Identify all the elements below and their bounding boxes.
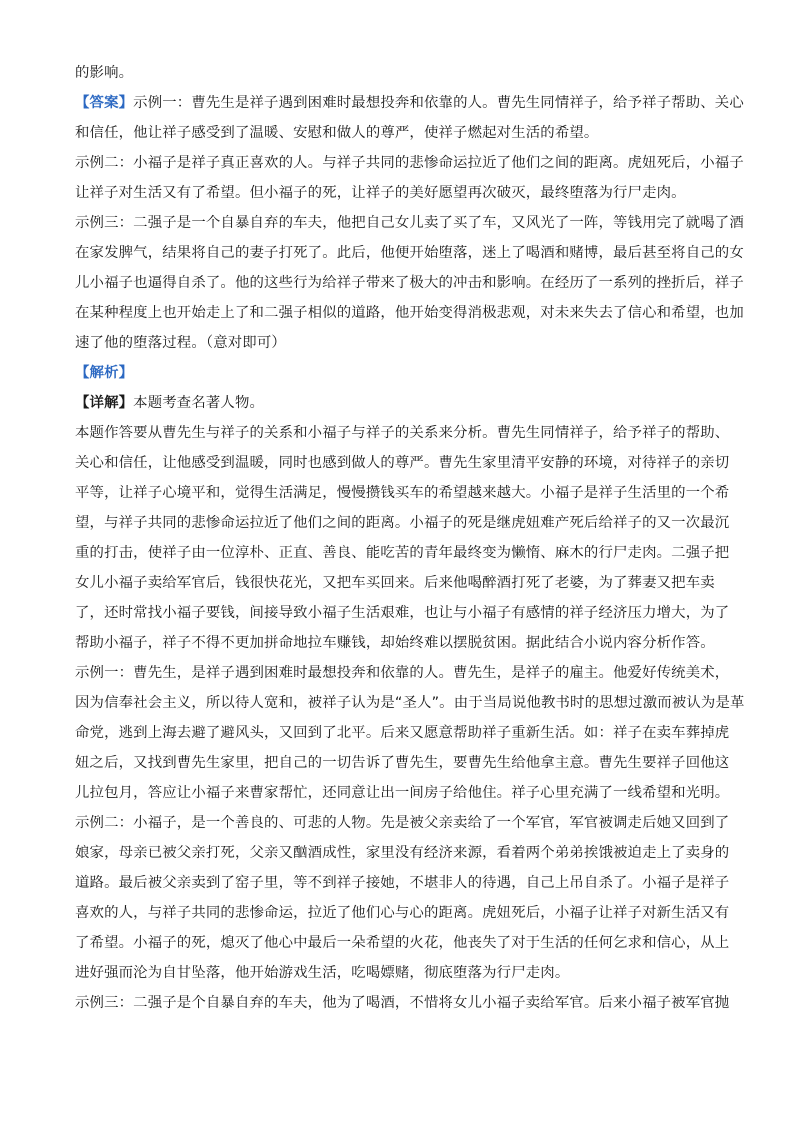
answer-example1-text: 示例一：曹先生是祥子遇到困难时最想投奔和依靠的人。曹先生同情祥子，给予祥子帮助、关心	[133, 95, 744, 111]
answer-example3-line-5: 速了他的堕落过程。（意对即可）	[75, 335, 286, 351]
analysis-paragraph-line-8: 帮助小福子，祥子不得不更加拼命地拉车赚钱，却始终难以摆脱贫困。据此结合小说内容分析作答。	[75, 635, 715, 651]
answer-example3-line-1: 示例三：二强子是一个自暴自弃的车夫，他把自己女儿卖了买了车，又风光了一阵，等钱用完了就喝了酒	[75, 215, 744, 231]
analysis-paragraph-line-3: 平等，让祥子心境平和，觉得生活满足，慢慢攒钱买车的希望越来越大。小福子是祥子生活里的一个希	[75, 485, 730, 501]
analysis-example2-line-6: 进好强而沦为自甘坠落，他开始游戏生活，吃喝嫖赌，彻底堕落为行尸走肉。	[75, 965, 570, 981]
analysis-paragraph-line-7: 了，还时常找小福子要钱，间接导致小福子生活艰难，也让与小福子有感情的祥子经济压力增大，为了	[75, 605, 730, 621]
analysis-example2-line-3: 道路。最后被父亲卖到了窑子里，等不到祥子接她，不堪非人的待遇，自己上吊自杀了。小福子是祥子	[75, 875, 730, 891]
detail-text: 本题考查名著人物。	[133, 395, 265, 411]
analysis-example1-line-4: 妞之后，又找到曹先生家里，把自己的一切告诉了曹先生，要曹先生给他拿主意。曹先生要祥子回他这	[75, 755, 730, 771]
detail-tag: 【详解】	[75, 395, 134, 411]
analysis-heading	[75, 358, 720, 388]
detail-line	[75, 388, 720, 418]
analysis-example1-line-5: 儿拉包月，答应让小福子来曹家帮忙，还同意让出一间房子给他住。祥子心里充满了一线希望和光明。	[75, 785, 730, 801]
analysis-paragraph-line-1: 本题作答要从曹先生与祥子的关系和小福子与祥子的关系来分析。曹先生同情祥子，给予祥子的帮助、	[75, 425, 730, 441]
analysis-example1-line-2: 因为信奉社会主义，所以待人宽和，被祥子认为是“圣人”。由于当局说他教书时的思想过激而被认为是革	[75, 695, 745, 711]
analysis-paragraph-line-6: 女儿小福子卖给军官后，钱很快花光，又把车买回来。后来他喝醉酒打死了老婆，为了葬妻又把车卖	[75, 575, 715, 591]
analysis-example3-line-1: 示例三：二强子是个自暴自弃的车夫，他为了喝酒，不惜将女儿小福子卖给军官。后来小福子被军官抛	[75, 995, 730, 1011]
analysis-tag: 【解析】	[75, 365, 134, 381]
analysis-paragraph-line-2: 关心和信任，让他感受到温暖，同时也感到做人的尊严。曹先生家里清平安静的环境，对待祥子的亲切	[75, 455, 730, 471]
answer-example3-line-2: 在家发脾气，结果将自己的妻子打死了。此后，他便开始堕落，迷上了喝酒和赌博，最后甚至将自己的女	[75, 245, 744, 261]
answer-example2-line-2: 让祥子对生活又有了希望。但小福子的死，让祥子的美好愿望再次破灭，最终堕落为行尸走肉。	[75, 185, 686, 201]
analysis-example1-line-3: 命党，逃到上海去避了避风头，又回到了北平。后来又愿意帮助祥子重新生活。如：祥子在卖车葬掉虎	[75, 725, 730, 741]
answer-example3-line-3: 儿小福子也逼得自杀了。他的这些行为给祥子带来了极大的冲击和影响。在经历了一系列的挫折后，祥子	[75, 275, 744, 291]
answer-example3-line-4: 在某种程度上也开始走上了和二强子相似的道路，他开始变得消极悲观，对未来失去了信心和希望，也加	[75, 305, 744, 321]
analysis-example1-line-1: 示例一：曹先生，是祥子遇到困难时最想投奔和依靠的人。曹先生，是祥子的雇主。他爱好传统美术，	[75, 665, 730, 681]
analysis-example2-line-5: 了希望。小福子的死，熄灭了他心中最后一朵希望的火花，他丧失了对于生活的任何乞求和信心，从上	[75, 935, 730, 951]
answer-example1-line-1	[75, 88, 744, 118]
answer-example1-line-2: 和信任，他让祥子感受到了温暖、安慰和做人的尊严，使祥子燃起对生活的希望。	[75, 125, 599, 141]
analysis-paragraph-line-4: 望，与祥子共同的悲惨命运拉近了他们之间的距离。小福子的死是继虎妞难产死后给祥子的又一次最沉	[75, 515, 730, 531]
analysis-example2-line-2: 娘家，母亲已被父亲打死，父亲又酗酒成性，家里没有经济来源，看着两个弟弟挨饿被迫走上了卖身的	[75, 845, 730, 861]
analysis-paragraph-line-5: 重的打击，使祥子由一位淳朴、正直、善良、能吃苦的青年最终变为懒惰、麻木的行尸走肉。二强子把	[75, 545, 730, 561]
answer-tag: 【答案】	[75, 95, 134, 111]
document-body	[75, 58, 745, 1018]
analysis-example2-line-4: 喜欢的人，与祥子共同的悲惨命运，拉近了他们心与心的距离。虎妞死后，小福子让祥子对新生活又有	[75, 905, 730, 921]
answer-example2-line-1: 示例二：小福子是祥子真正喜欢的人。与祥子共同的悲惨命运拉近了他们之间的距离。虎妞死后，小福子	[75, 155, 744, 171]
answer-lead-text: 的影响。	[75, 65, 134, 81]
analysis-example2-line-1: 示例二：小福子，是一个善良的、可悲的人物。先是被父亲卖给了一个军官，军官被调走后她又回到了	[75, 815, 730, 831]
